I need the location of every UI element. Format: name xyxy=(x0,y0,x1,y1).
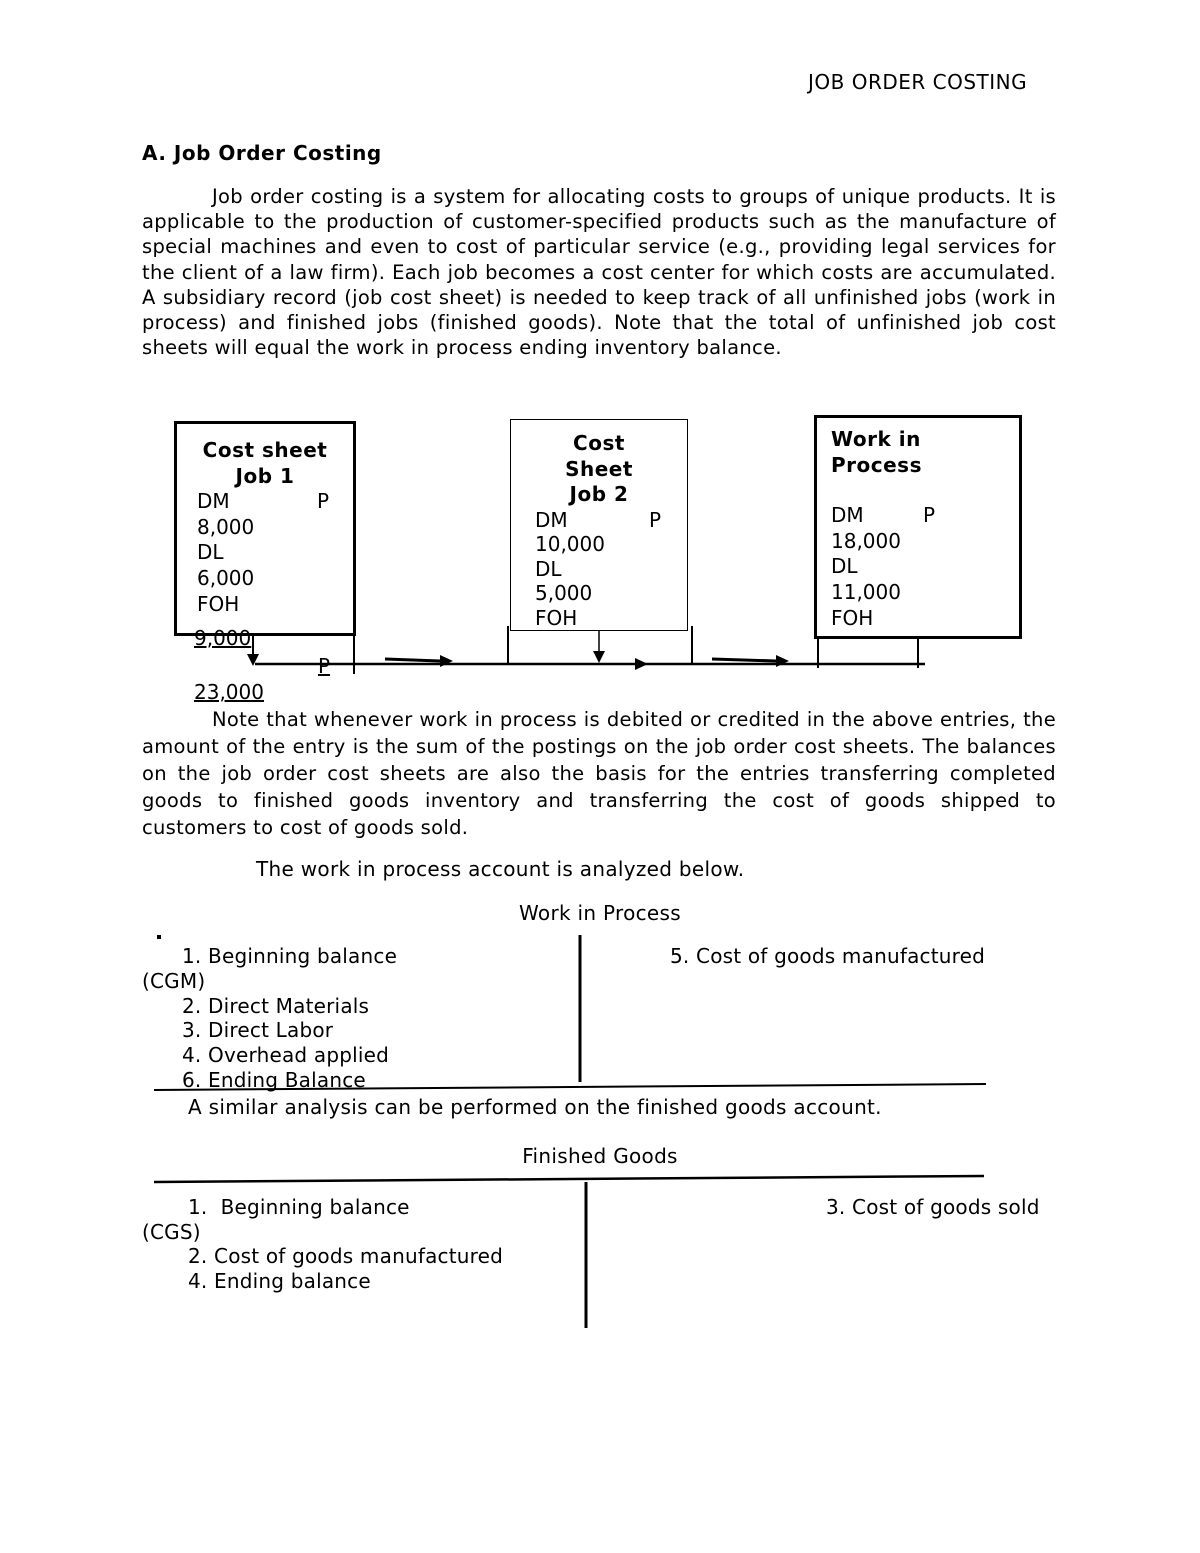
wip-left-item: 3. Direct Labor xyxy=(182,1018,334,1042)
job2-title-line1: Cost xyxy=(573,431,625,455)
fg-t-top xyxy=(154,1176,984,1182)
wip-right-item: 5. Cost of goods manufactured xyxy=(670,944,986,968)
wip-title-line1: Work in xyxy=(831,427,921,451)
job1-title-line1: Cost sheet xyxy=(202,438,328,462)
fg-intro: A similar analysis can be performed on the finished goods account. xyxy=(188,1095,882,1119)
wip-account-title: Work in Process xyxy=(519,901,681,925)
job2-dm-label: DM xyxy=(535,507,568,532)
job2-dm-value: 10,000 xyxy=(535,532,605,557)
fg-left-item: 4. Ending balance xyxy=(188,1269,371,1293)
wip-left-item: 6. Ending Balance xyxy=(182,1068,366,1092)
job2-dm-currency: P xyxy=(648,507,661,532)
fg-account-title: Finished Goods xyxy=(522,1144,678,1168)
wip-foh-label: FOH xyxy=(831,605,874,630)
job2-dl-value: 5,000 xyxy=(535,581,593,606)
explanation-paragraph-text: Note that whenever work in process is debited or credited in the above entries, the amount of the entry is the sum of the postings on the job order cost sheets. The balances on the job order cost sheets are also the basis for the entries transferring completed goods to finished goods inventory and transferring the cost of goods shipped to customers to cost of goods sold. xyxy=(142,708,1056,839)
wip-dm-value: 18,000 xyxy=(831,528,901,553)
section-title: A. Job Order Costing xyxy=(142,141,382,165)
job1-total-currency: P xyxy=(318,654,331,678)
job1-dm-currency: P xyxy=(316,489,329,514)
wip-dl-label: DL xyxy=(831,554,858,579)
fg-left-item: 2. Cost of goods manufactured xyxy=(188,1244,504,1268)
wip-title-line2: Process xyxy=(831,452,922,477)
fg-left-item: 1. Beginning balance xyxy=(188,1195,410,1219)
job1-dl-value: 6,000 xyxy=(197,565,255,590)
job1-total-value: 23,000 xyxy=(194,680,264,704)
wip-intro: The work in process account is analyzed below. xyxy=(256,857,745,881)
intro-paragraph-text: Job order costing is a system for allocating costs to groups of unique products. It is applicable to the production of customer-specified products such as the manufacture of special machines and even to cost of particular service (e.g., providing legal services for the client of a law firm). Each job becomes a cost center for which costs are accumulated. A subsidiary record (job cost sheet) is needed to keep track of all unfinished jobs (work in process) and finished jobs (finished goods). Note that the total of unfinished job cost sheets will equal the work in process ending inventory balance. xyxy=(142,185,1056,360)
job1-dm-label: DM xyxy=(197,489,230,514)
page-header: JOB ORDER COSTING xyxy=(808,70,1028,94)
job2-title-line2: Sheet xyxy=(565,456,633,481)
wip-dl-value: 11,000 xyxy=(831,579,901,604)
wip-left-item: 1. Beginning balance xyxy=(182,944,398,968)
wip-dm-label: DM xyxy=(831,503,864,528)
job1-title-line2: Job 1 xyxy=(235,463,295,488)
wip-left-item: 4. Overhead applied xyxy=(182,1043,390,1067)
job2-title-line3: Job 2 xyxy=(569,482,629,507)
job1-dm-value: 8,000 xyxy=(197,514,255,539)
job1-dl-label: DL xyxy=(197,540,224,565)
fg-right-abbrev: (CGS) xyxy=(142,1220,201,1244)
job1-foh-value: 9,000 xyxy=(194,626,252,650)
job2-dl-label: DL xyxy=(535,556,562,581)
wip-left-item: 2. Direct Materials xyxy=(182,994,370,1018)
wip-right-abbrev: (CGM) xyxy=(142,969,206,993)
fg-right-item: 3. Cost of goods sold xyxy=(826,1195,1040,1219)
wip-dm-currency: P xyxy=(922,503,935,528)
job2-foh-label: FOH xyxy=(535,605,578,630)
job1-foh-label: FOH xyxy=(197,591,240,616)
